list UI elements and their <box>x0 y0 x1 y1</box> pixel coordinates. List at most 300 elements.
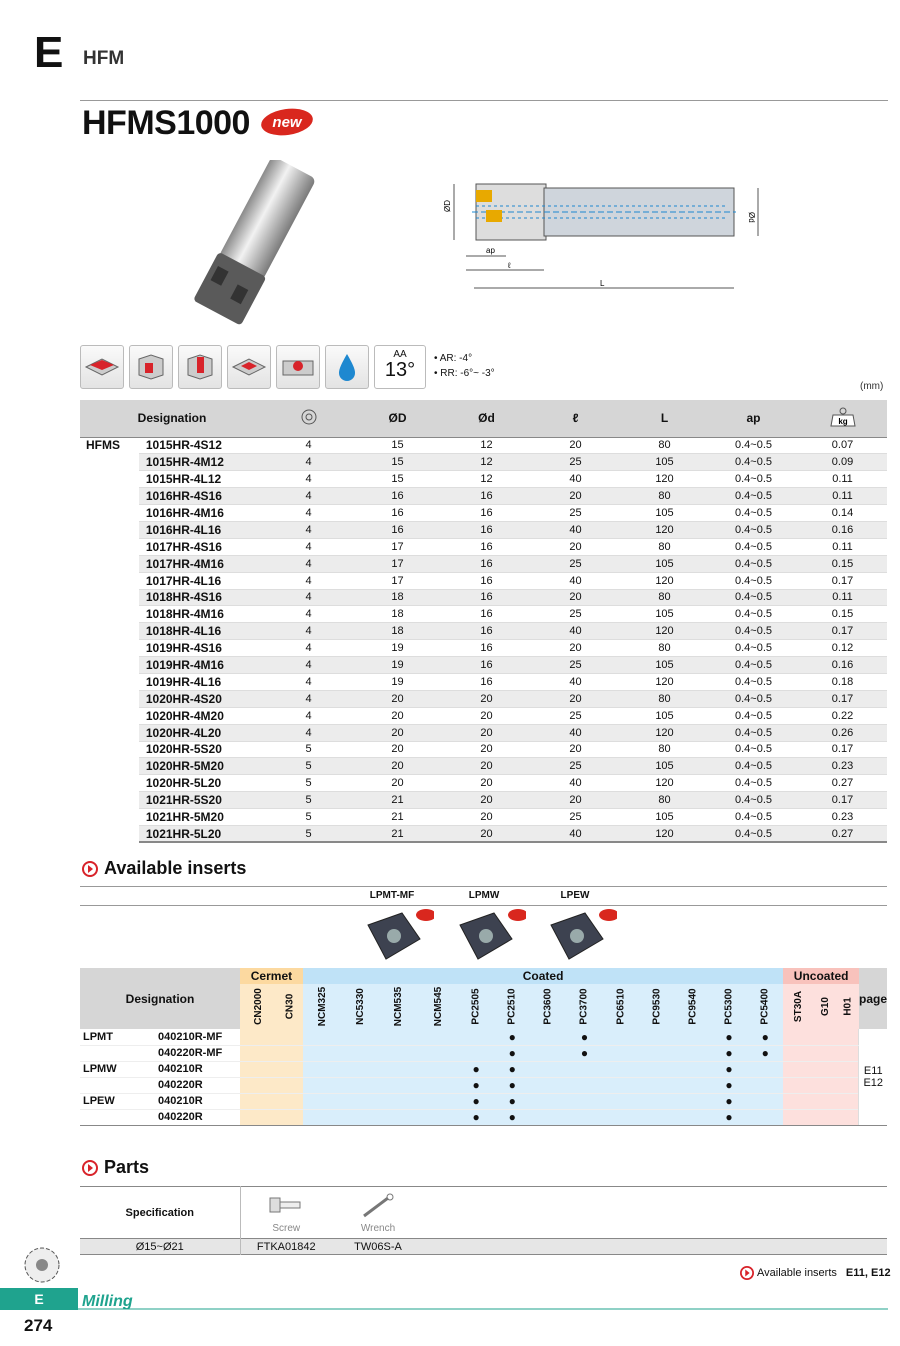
screw-label: Screw <box>272 1222 301 1234</box>
spec-cell: 0.16 <box>798 657 887 674</box>
availability-dot: ● <box>761 1029 769 1044</box>
spec-designation: 1021HR-5L20 <box>139 825 264 842</box>
available-inserts-heading <box>82 858 246 879</box>
spec-cell: 16 <box>442 572 531 589</box>
grade-cell <box>342 1045 379 1061</box>
parts-screw-header <box>240 1187 332 1239</box>
spec-cell: 105 <box>620 606 709 623</box>
parts-empty-header <box>424 1187 887 1239</box>
spec-cell: 20 <box>531 640 620 657</box>
header-ap: ap <box>709 400 798 437</box>
grade-cell <box>303 1077 342 1093</box>
grade-name <box>303 984 342 1029</box>
spec-cell: 0.4~0.5 <box>709 758 798 775</box>
grade-cell <box>711 1045 747 1061</box>
grade-cell <box>458 1061 494 1077</box>
spec-designation: 1015HR-4S12 <box>139 437 264 454</box>
spec-cell: 25 <box>531 454 620 471</box>
grade-cell <box>494 1077 530 1093</box>
grade-cell <box>711 1093 747 1109</box>
specification-table <box>80 400 887 843</box>
grade-row-code: 040210R <box>158 1095 203 1107</box>
section-arrow-icon <box>82 861 98 877</box>
grade-row-code: 040220R-MF <box>158 1047 223 1059</box>
grade-body <box>80 1029 887 1125</box>
spec-cell: 4 <box>264 640 353 657</box>
grade-cell <box>566 1045 602 1061</box>
grade-name-text: CN2000 <box>252 988 264 1025</box>
grade-row-group: LPMT <box>83 1030 113 1043</box>
footer-available-pages: E11, E12 <box>845 1267 891 1279</box>
spec-cell: 0.14 <box>798 505 887 522</box>
spec-cell: 5 <box>264 825 353 842</box>
spec-row <box>80 521 887 538</box>
grade-cell <box>240 1093 277 1109</box>
spec-cell: 16 <box>442 505 531 522</box>
spec-row <box>80 471 887 488</box>
spec-cell: 4 <box>264 471 353 488</box>
grade-row-designation <box>80 1061 240 1077</box>
new-badge-text: new <box>272 114 302 131</box>
spec-cell: 0.27 <box>798 775 887 792</box>
spec-cell: 0.15 <box>798 606 887 623</box>
grade-cell <box>783 1109 814 1125</box>
grade-cell <box>419 1093 458 1109</box>
spec-cell: 20 <box>353 690 442 707</box>
availability-dot: ● <box>508 1094 516 1108</box>
spec-cell: 0.4~0.5 <box>709 707 798 724</box>
insert-name-lpmw: LPMW <box>468 890 500 901</box>
grade-cell <box>342 1061 379 1077</box>
grade-cell <box>783 1045 814 1061</box>
section-name: HFM <box>83 48 125 69</box>
availability-dot: ● <box>508 1062 516 1076</box>
grade-cell <box>530 1109 566 1125</box>
grade-cell <box>603 1093 639 1109</box>
spec-cell: 120 <box>620 775 709 792</box>
grade-cell <box>240 1077 277 1093</box>
header-length-l: ℓ <box>531 400 620 437</box>
grade-cell <box>342 1029 379 1045</box>
spec-row <box>80 673 887 690</box>
spec-cell: 40 <box>531 623 620 640</box>
spec-designation: 1019HR-4L16 <box>139 673 264 690</box>
header-flutes <box>264 400 353 437</box>
grade-name-text: PC3600 <box>542 988 554 1025</box>
grade-header-page: page <box>859 968 887 1029</box>
face-milling-icon <box>80 345 124 389</box>
spec-designation: 1019HR-4M16 <box>139 657 264 674</box>
grade-row-designation <box>80 1029 240 1045</box>
grade-cell <box>639 1045 675 1061</box>
grade-name-text: PC5300 <box>723 988 735 1025</box>
grade-cell <box>675 1029 711 1045</box>
grade-cell <box>342 1109 379 1125</box>
grade-row-designation <box>80 1045 240 1061</box>
spec-cell: 80 <box>620 538 709 555</box>
spec-row <box>80 606 887 623</box>
header-designation: Designation <box>80 400 264 437</box>
grade-cell <box>639 1109 675 1125</box>
spec-cell: 4 <box>264 657 353 674</box>
spec-cell: 20 <box>353 724 442 741</box>
grade-cell <box>303 1061 342 1077</box>
product-photo <box>150 160 350 325</box>
spec-cell: 20 <box>531 690 620 707</box>
spec-cell: 16 <box>442 673 531 690</box>
spec-designation: 1020HR-4L20 <box>139 724 264 741</box>
grade-cell <box>783 1029 814 1045</box>
grade-row-code: 040220R <box>158 1079 203 1091</box>
grade-row <box>80 1077 887 1093</box>
grade-cell <box>379 1077 418 1093</box>
grade-name-text: PC2505 <box>470 988 482 1025</box>
grade-row <box>80 1109 887 1125</box>
grade-name-text: NCM545 <box>432 986 444 1027</box>
grade-cell <box>277 1045 303 1061</box>
spec-designation: 1021HR-5M20 <box>139 809 264 826</box>
grade-cell <box>530 1093 566 1109</box>
grade-cell <box>494 1029 530 1045</box>
spec-cell: 0.18 <box>798 673 887 690</box>
spec-cell: 20 <box>442 741 531 758</box>
spec-row <box>80 825 887 842</box>
label-shank-diameter: Ød <box>747 212 756 223</box>
header-shank-diameter: Ød <box>442 400 531 437</box>
spec-cell: 80 <box>620 589 709 606</box>
spec-cell: 0.4~0.5 <box>709 589 798 606</box>
grade-cell <box>747 1029 783 1045</box>
grade-cell <box>419 1061 458 1077</box>
grade-cell <box>603 1029 639 1045</box>
chapter-tab: E <box>0 1288 78 1310</box>
spec-cell: 16 <box>442 538 531 555</box>
grade-cell <box>379 1061 418 1077</box>
spec-row <box>80 657 887 674</box>
spec-cell: 16 <box>353 521 442 538</box>
spec-cell: 25 <box>531 555 620 572</box>
group-uncoated: Uncoated <box>783 968 859 984</box>
spec-cell: 0.17 <box>798 572 887 589</box>
grade-header-designation: Designation <box>80 968 240 1029</box>
label-l: ℓ <box>508 261 511 270</box>
availability-dot: ● <box>472 1062 480 1076</box>
application-icons <box>80 345 495 389</box>
spec-cell: 19 <box>353 673 442 690</box>
spec-cell: 20 <box>353 775 442 792</box>
spec-cell: 15 <box>353 454 442 471</box>
spec-cell: 16 <box>442 521 531 538</box>
spec-cell: 20 <box>442 758 531 775</box>
spec-row <box>80 775 887 792</box>
grade-cell <box>639 1061 675 1077</box>
grade-name-text: PC5400 <box>759 988 771 1025</box>
spec-cell: 21 <box>353 825 442 842</box>
grade-page-ref <box>859 1029 887 1125</box>
grade-row <box>80 1029 887 1045</box>
grade-cell <box>566 1109 602 1125</box>
grade-cell <box>303 1029 342 1045</box>
spec-cell: 20 <box>442 690 531 707</box>
parts-heading <box>82 1157 149 1178</box>
spec-cell: 20 <box>442 792 531 809</box>
grade-row-code: 040210R <box>158 1063 203 1075</box>
spec-cell: 19 <box>353 657 442 674</box>
grade-name-text: PC6510 <box>615 988 627 1025</box>
grade-name-text: PC9530 <box>651 988 663 1025</box>
grade-name-text: NC5330 <box>355 988 367 1025</box>
spec-cell: 4 <box>264 521 353 538</box>
spec-row <box>80 809 887 826</box>
grade-cell <box>530 1077 566 1093</box>
grade-name <box>814 984 836 1029</box>
spec-row <box>80 572 887 589</box>
grade-row-designation <box>80 1093 240 1109</box>
spec-cell: 0.09 <box>798 454 887 471</box>
spec-cell: 0.4~0.5 <box>709 505 798 522</box>
spec-designation: 1018HR-4L16 <box>139 623 264 640</box>
spec-cell: 20 <box>531 792 620 809</box>
spec-cell: 0.4~0.5 <box>709 657 798 674</box>
spec-cell: 0.4~0.5 <box>709 809 798 826</box>
spec-cell: 4 <box>264 555 353 572</box>
spec-cell: 15 <box>353 437 442 454</box>
spec-cell: 17 <box>353 572 442 589</box>
spec-cell: 0.4~0.5 <box>709 521 798 538</box>
footer-available-text: Available inserts <box>757 1267 837 1279</box>
page-title: HFMS1000 <box>82 104 250 142</box>
spec-cell: 5 <box>264 792 353 809</box>
spec-cell: 16 <box>442 488 531 505</box>
rake-angle-notes <box>431 345 495 389</box>
spec-cell: 20 <box>442 809 531 826</box>
spec-designation: 1019HR-4S16 <box>139 640 264 657</box>
spec-cell: 80 <box>620 690 709 707</box>
spec-row <box>80 741 887 758</box>
grade-cell <box>783 1077 814 1093</box>
spec-cell: 0.4~0.5 <box>709 454 798 471</box>
grade-cell <box>530 1045 566 1061</box>
grade-row <box>80 1061 887 1077</box>
grade-cell <box>494 1109 530 1125</box>
spec-cell: 4 <box>264 572 353 589</box>
spec-cell: 16 <box>353 505 442 522</box>
grade-name-text: PC2510 <box>506 988 518 1025</box>
milling-cutter-thumb-icon <box>22 1245 62 1285</box>
spec-cell: 0.4~0.5 <box>709 792 798 809</box>
spec-designation: 1015HR-4M12 <box>139 454 264 471</box>
parts-header-row <box>80 1187 887 1239</box>
spec-cell: 0.4~0.5 <box>709 572 798 589</box>
spec-row <box>80 690 887 707</box>
grade-cell <box>277 1093 303 1109</box>
spec-cell: 105 <box>620 657 709 674</box>
grade-name <box>711 984 747 1029</box>
spec-cell: 0.4~0.5 <box>709 724 798 741</box>
availability-dot: ● <box>725 1062 733 1076</box>
spec-cell: 17 <box>353 555 442 572</box>
insert-name-lpew: LPEW <box>560 890 590 901</box>
spec-row <box>80 640 887 657</box>
spec-cell: 0.23 <box>798 758 887 775</box>
grade-cell <box>240 1045 277 1061</box>
parts-empty-value <box>424 1239 887 1255</box>
spec-cell: 0.17 <box>798 741 887 758</box>
radial-rake: • RR: -6°~ -3° <box>434 368 495 379</box>
grade-cell <box>566 1093 602 1109</box>
spec-cell: 0.4~0.5 <box>709 673 798 690</box>
available-inserts-title: Available inserts <box>104 858 247 878</box>
spec-cell: 20 <box>531 437 620 454</box>
approach-angle-value: 13° <box>384 359 416 381</box>
grade-cell <box>837 1045 859 1061</box>
spec-cell: 12 <box>442 454 531 471</box>
availability-dot: ● <box>725 1029 733 1044</box>
spec-row <box>80 589 887 606</box>
grade-cell <box>675 1045 711 1061</box>
spec-header-row <box>80 400 887 437</box>
spec-cell: 40 <box>531 775 620 792</box>
spec-cell: 4 <box>264 505 353 522</box>
page-ref: E12 <box>863 1076 884 1089</box>
grade-cell <box>783 1093 814 1109</box>
inserts-divider-top <box>80 886 887 887</box>
spec-cell: 0.4~0.5 <box>709 825 798 842</box>
spec-cell: 0.4~0.5 <box>709 741 798 758</box>
spec-cell: 25 <box>531 606 620 623</box>
grade-cell <box>240 1061 277 1077</box>
spec-cell: 16 <box>442 589 531 606</box>
grade-cell <box>277 1077 303 1093</box>
spec-cell: 15 <box>353 471 442 488</box>
spec-cell: 16 <box>442 623 531 640</box>
grade-cell <box>837 1029 859 1045</box>
grade-cell <box>419 1045 458 1061</box>
spec-cell: 4 <box>264 454 353 471</box>
spec-cell: 4 <box>264 690 353 707</box>
grade-cell <box>603 1045 639 1061</box>
plunge-milling-icon <box>276 345 320 389</box>
spec-designation: 1020HR-5S20 <box>139 741 264 758</box>
spec-cell: 5 <box>264 809 353 826</box>
spec-cell: 20 <box>353 758 442 775</box>
insert-image-lpmw <box>454 905 526 967</box>
wrench-icon <box>358 1192 398 1220</box>
grade-cell <box>530 1061 566 1077</box>
grade-cell <box>675 1077 711 1093</box>
grade-cell <box>639 1029 675 1045</box>
spec-cell: 105 <box>620 454 709 471</box>
grade-cell <box>711 1077 747 1093</box>
spec-designation: 1020HR-4S20 <box>139 690 264 707</box>
grade-cell <box>342 1093 379 1109</box>
spec-designation: 1017HR-4M16 <box>139 555 264 572</box>
spec-row <box>80 758 887 775</box>
grade-name <box>240 984 277 1029</box>
grade-name-text: ST30A <box>793 990 805 1023</box>
spec-designation: 1018HR-4M16 <box>139 606 264 623</box>
spec-cell: 20 <box>442 825 531 842</box>
spec-cell: 16 <box>442 640 531 657</box>
grade-cell <box>603 1061 639 1077</box>
grade-name <box>530 984 566 1029</box>
grade-name-text: PC9540 <box>687 988 699 1025</box>
grade-cell <box>675 1109 711 1125</box>
pocket-milling-icon <box>227 345 271 389</box>
spec-cell: 120 <box>620 521 709 538</box>
grade-cell <box>603 1077 639 1093</box>
spec-cell: 0.4~0.5 <box>709 471 798 488</box>
spec-cell: 0.4~0.5 <box>709 606 798 623</box>
grade-cell <box>747 1093 783 1109</box>
spec-designation: 1018HR-4S16 <box>139 589 264 606</box>
grade-cell <box>303 1045 342 1061</box>
new-badge-icon <box>260 107 314 137</box>
availability-dot: ● <box>725 1094 733 1108</box>
group-cermet: Cermet <box>240 968 303 984</box>
spec-cell: 80 <box>620 640 709 657</box>
spec-cell: 0.4~0.5 <box>709 555 798 572</box>
availability-dot: ● <box>472 1078 480 1092</box>
wrench-label: Wrench <box>360 1222 396 1234</box>
spec-cell: 18 <box>353 623 442 640</box>
grade-name-text: NCM325 <box>317 986 329 1027</box>
grade-name-text: CN30 <box>284 993 296 1020</box>
grade-row-designation <box>80 1109 240 1125</box>
spec-cell: 25 <box>531 657 620 674</box>
grade-cell <box>458 1045 494 1061</box>
spec-cell: 105 <box>620 555 709 572</box>
availability-dot: ● <box>580 1029 589 1044</box>
spec-designation: 1015HR-4L12 <box>139 471 264 488</box>
spec-cell: 4 <box>264 673 353 690</box>
grade-row <box>80 1093 887 1109</box>
spec-cell: 20 <box>531 488 620 505</box>
spec-cell: 4 <box>264 538 353 555</box>
grade-name <box>419 984 458 1029</box>
grade-cell <box>837 1093 859 1109</box>
availability-dot: ● <box>472 1094 480 1108</box>
spec-cell: 20 <box>353 741 442 758</box>
spec-cell: 12 <box>442 437 531 454</box>
section-arrow-icon <box>82 1160 98 1176</box>
header-outer-diameter: ØD <box>353 400 442 437</box>
availability-dot: ● <box>725 1046 733 1060</box>
dimension-drawing <box>436 170 766 300</box>
spec-cell: 0.4~0.5 <box>709 640 798 657</box>
approach-angle-label: AA <box>393 349 407 360</box>
grade-cell <box>458 1077 494 1093</box>
weight-icon-text: kg <box>837 416 848 426</box>
grade-cell <box>747 1109 783 1125</box>
grade-cell <box>639 1093 675 1109</box>
spec-cell: 16 <box>442 555 531 572</box>
grade-cell <box>458 1093 494 1109</box>
spec-cell: 0.23 <box>798 809 887 826</box>
spec-cell: 21 <box>353 809 442 826</box>
parts-table <box>80 1186 887 1255</box>
grade-name <box>747 984 783 1029</box>
header-length-L: L <box>620 400 709 437</box>
availability-dot: ● <box>472 1110 480 1124</box>
spec-cell: 0.4~0.5 <box>709 437 798 454</box>
spec-row <box>80 555 887 572</box>
chapter-letter: E <box>34 28 63 77</box>
spec-cell: 0.22 <box>798 707 887 724</box>
grade-name <box>566 984 602 1029</box>
parts-wrench-value: TW06S-A <box>354 1240 402 1253</box>
spec-cell: 80 <box>620 488 709 505</box>
